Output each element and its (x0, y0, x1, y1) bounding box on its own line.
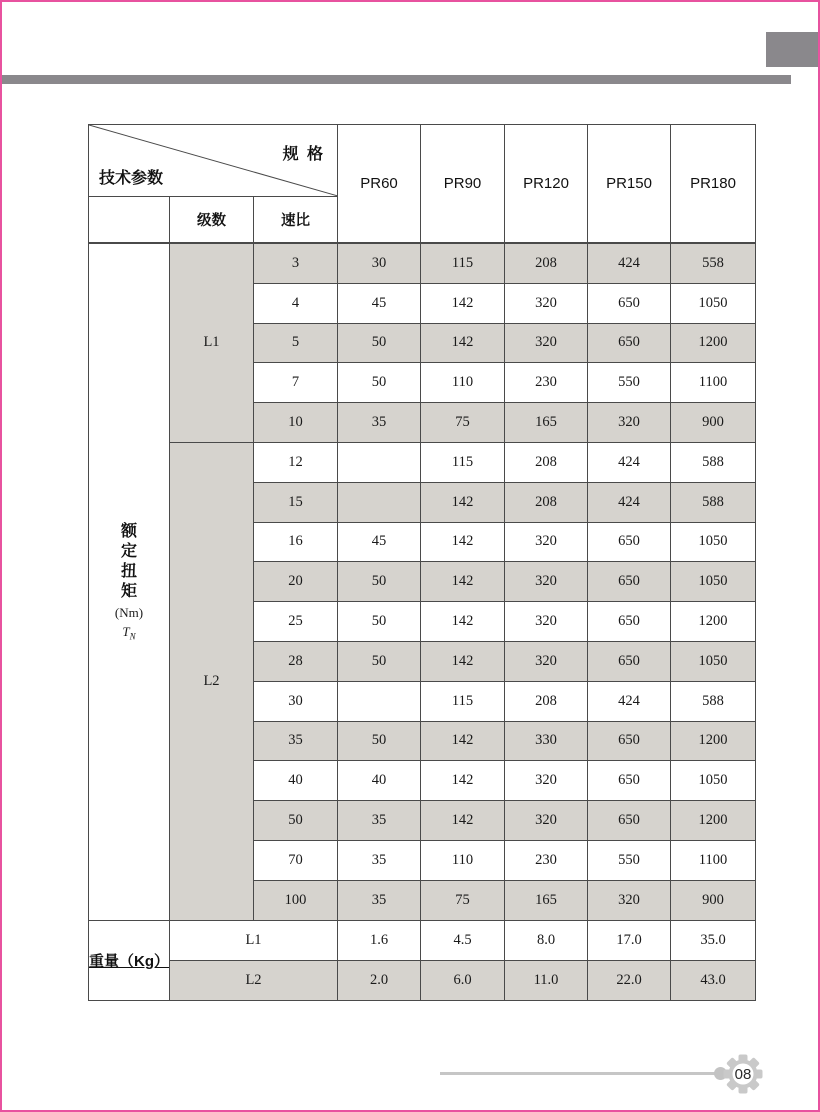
value-cell: 165 (505, 880, 588, 920)
value-cell: 650 (588, 522, 671, 562)
value-cell: 320 (505, 522, 588, 562)
weight-value-cell: 8.0 (505, 920, 588, 960)
value-cell: 142 (421, 283, 505, 323)
value-cell: 115 (421, 681, 505, 721)
value-cell: 1050 (671, 283, 756, 323)
blank-header-cell (89, 197, 170, 244)
weight-value-cell: 17.0 (588, 920, 671, 960)
value-cell: 320 (505, 323, 588, 363)
table-row (89, 442, 756, 482)
value-cell: 35 (338, 403, 421, 443)
weight-row (89, 960, 756, 1000)
value-cell: 115 (421, 442, 505, 482)
column-header-pr180: PR180 (671, 125, 756, 244)
value-cell: 142 (421, 721, 505, 761)
header-rule-bar (2, 75, 791, 84)
table-row (89, 243, 756, 283)
value-cell: 1200 (671, 721, 756, 761)
value-cell: 550 (588, 840, 671, 880)
ratio-cell: 16 (254, 522, 338, 562)
value-cell: 142 (421, 323, 505, 363)
value-cell: 50 (338, 721, 421, 761)
value-cell: 650 (588, 721, 671, 761)
weight-label-cell (89, 920, 170, 1000)
weight-value-cell: 35.0 (671, 920, 756, 960)
value-cell: 45 (338, 522, 421, 562)
ratio-cell: 20 (254, 562, 338, 602)
value-cell: 230 (505, 363, 588, 403)
value-cell (338, 442, 421, 482)
ratio-cell: 100 (254, 880, 338, 920)
value-cell: 110 (421, 363, 505, 403)
value-cell: 320 (588, 880, 671, 920)
ratio-cell: 70 (254, 840, 338, 880)
value-cell: 165 (505, 403, 588, 443)
torque-symbol: $T_N$ (122, 623, 136, 642)
value-cell: 115 (421, 243, 505, 283)
torque-vertical-text: 额定扭矩 (120, 522, 137, 600)
value-cell (338, 681, 421, 721)
value-cell: 142 (421, 562, 505, 602)
value-cell: 650 (588, 761, 671, 801)
column-header-pr60: PR60 (338, 125, 421, 244)
value-cell: 75 (421, 403, 505, 443)
page-number: 08 (734, 1066, 752, 1084)
value-cell: 1050 (671, 641, 756, 681)
value-cell (338, 482, 421, 522)
value-cell: 142 (421, 761, 505, 801)
value-cell: 650 (588, 641, 671, 681)
value-cell: 320 (505, 761, 588, 801)
value-cell: 35 (338, 880, 421, 920)
value-cell: 35 (338, 801, 421, 841)
value-cell: 320 (505, 641, 588, 681)
weight-value-cell: 43.0 (671, 960, 756, 1000)
value-cell: 142 (421, 522, 505, 562)
value-cell: 1050 (671, 522, 756, 562)
weight-value-cell: 11.0 (505, 960, 588, 1000)
value-cell: 208 (505, 243, 588, 283)
subheader-ratio: 速比 (254, 197, 338, 244)
ratio-cell: 7 (254, 363, 338, 403)
weight-value-cell: 22.0 (588, 960, 671, 1000)
ratio-cell: 4 (254, 283, 338, 323)
value-cell: 50 (338, 602, 421, 642)
value-cell: 424 (588, 442, 671, 482)
value-cell: 650 (588, 283, 671, 323)
value-cell: 142 (421, 641, 505, 681)
torque-label (89, 522, 169, 642)
ratio-cell: 28 (254, 641, 338, 681)
weight-label: 重量（Kg） (89, 952, 169, 970)
weight-stage-cell: L2 (170, 960, 338, 1000)
value-cell: 320 (505, 562, 588, 602)
corner-label-parameters: 技术参数 (99, 170, 164, 187)
value-cell: 142 (421, 602, 505, 642)
value-cell: 1050 (671, 562, 756, 602)
value-cell: 50 (338, 363, 421, 403)
corner-label-spec: 规 格 (282, 146, 326, 163)
value-cell: 208 (505, 482, 588, 522)
ratio-cell: 50 (254, 801, 338, 841)
weight-value-cell: 6.0 (421, 960, 505, 1000)
weight-value-cell: 2.0 (338, 960, 421, 1000)
weight-row (89, 920, 756, 960)
ratio-cell: 5 (254, 323, 338, 363)
gear-page-icon (723, 1054, 763, 1094)
value-cell: 900 (671, 403, 756, 443)
value-cell: 50 (338, 323, 421, 363)
stage-cell-l1: L1 (170, 243, 254, 442)
value-cell: 650 (588, 801, 671, 841)
value-cell: 45 (338, 283, 421, 323)
value-cell: 35 (338, 840, 421, 880)
value-cell: 50 (338, 641, 421, 681)
value-cell: 1200 (671, 323, 756, 363)
ratio-cell: 12 (254, 442, 338, 482)
value-cell: 208 (505, 442, 588, 482)
value-cell: 110 (421, 840, 505, 880)
corner-diagonal-cell (89, 125, 338, 197)
weight-value-cell: 1.6 (338, 920, 421, 960)
value-cell: 588 (671, 482, 756, 522)
ratio-cell: 35 (254, 721, 338, 761)
ratio-cell: 3 (254, 243, 338, 283)
torque-label-cell (89, 243, 170, 920)
value-cell: 1200 (671, 602, 756, 642)
value-cell: 424 (588, 243, 671, 283)
value-cell: 424 (588, 482, 671, 522)
value-cell: 320 (588, 403, 671, 443)
value-cell: 650 (588, 602, 671, 642)
value-cell: 30 (338, 243, 421, 283)
spec-table (88, 124, 756, 1001)
value-cell: 588 (671, 681, 756, 721)
ratio-cell: 40 (254, 761, 338, 801)
column-header-pr90: PR90 (421, 125, 505, 244)
weight-stage-cell: L1 (170, 920, 338, 960)
torque-unit: (Nm) (114, 604, 144, 620)
column-header-pr120: PR120 (505, 125, 588, 244)
value-cell: 230 (505, 840, 588, 880)
value-cell: 550 (588, 363, 671, 403)
stage-cell-l2: L2 (170, 442, 254, 920)
value-cell: 900 (671, 880, 756, 920)
weight-value-cell: 4.5 (421, 920, 505, 960)
footer-rule-line (440, 1072, 720, 1075)
value-cell: 1100 (671, 363, 756, 403)
value-cell: 1100 (671, 840, 756, 880)
value-cell: 142 (421, 801, 505, 841)
value-cell: 142 (421, 482, 505, 522)
value-cell: 320 (505, 283, 588, 323)
value-cell: 650 (588, 323, 671, 363)
value-cell: 208 (505, 681, 588, 721)
subheader-stage: 级数 (170, 197, 254, 244)
value-cell: 50 (338, 562, 421, 602)
value-cell: 1200 (671, 801, 756, 841)
value-cell: 650 (588, 562, 671, 602)
ratio-cell: 25 (254, 602, 338, 642)
value-cell: 320 (505, 602, 588, 642)
value-cell: 75 (421, 880, 505, 920)
corner-diagonal-inner (89, 125, 337, 196)
value-cell: 588 (671, 442, 756, 482)
value-cell: 1050 (671, 761, 756, 801)
value-cell: 40 (338, 761, 421, 801)
header-accent-block (766, 32, 818, 67)
ratio-cell: 30 (254, 681, 338, 721)
ratio-cell: 15 (254, 482, 338, 522)
ratio-cell: 10 (254, 403, 338, 443)
value-cell: 424 (588, 681, 671, 721)
value-cell: 558 (671, 243, 756, 283)
value-cell: 320 (505, 801, 588, 841)
value-cell: 330 (505, 721, 588, 761)
column-header-pr150: PR150 (588, 125, 671, 244)
